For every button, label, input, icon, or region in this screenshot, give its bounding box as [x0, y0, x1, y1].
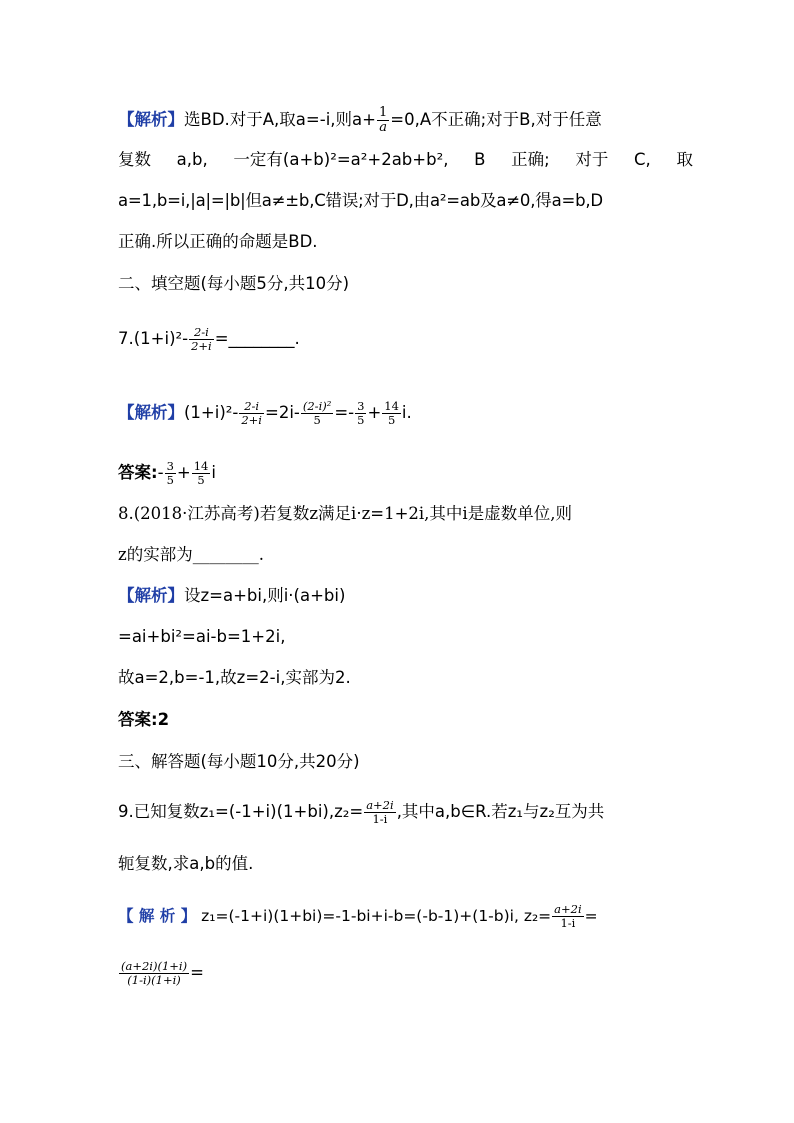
fraction: $\frac{3}{5}$	[357, 399, 365, 427]
section-heading-2: 二、填空题(每小题5分,共10分)	[118, 274, 350, 293]
q9-question-line-1: 9.已知复数z₁=(-1+i)(1+bi),z₂= $\frac{a+2i}{1-i}$ ,其中a,b∈R.若z₁与z₂互为共	[118, 798, 605, 826]
fraction: $\frac{a+2i}{1-i}$	[366, 798, 394, 826]
fraction: $\frac{(a+2i)(1+i)}{(1-i)(1+i)}$	[121, 959, 188, 987]
fraction: $\frac{1}{a}$	[378, 105, 388, 135]
q7-answer: 答案:- $\frac{3}{5}$ + $\frac{14}{5}$ i	[118, 459, 216, 487]
q8-question-line-2: z的实部为________.	[118, 545, 264, 564]
q8-solution-line-1: 【解析】设z=a+bi,则i·(a+bi)	[118, 586, 346, 605]
fraction: $\frac{3}{5}$	[166, 459, 174, 487]
q9-solution-line-1: 【 解 析 】 z₁=(-1+i)(1+bi)=-1-bi+i-b=(-b-1)+(1-b)i, z₂= $\frac{a+2i}{1-i}$ =	[118, 902, 598, 930]
q9-solution-line-2: $\frac{(a+2i)(1+i)}{(1-i)(1+i)}$ =	[121, 959, 204, 987]
analysis-tag: 【解析】	[118, 110, 184, 129]
q6-line-1: 【解析】选BD.对于A,取a=-i,则a+ $\frac{1}{a}$ =0,A不正确;对于B,对于任意	[118, 105, 602, 135]
q6-line-4: 正确.所以正确的命题是BD.	[118, 232, 318, 251]
q7-solution: 【解析】(1+i)²- $\frac{2-i}{2+i}$ =2i- $\frac{\text{(2-i)²}}{5}$ =- $\frac{3}{5}$ + $\frac{14}{5}$ i.	[118, 399, 412, 427]
analysis-tag: 【解析】	[118, 586, 184, 605]
q6-line-2: 复数 a,b, 一定有(a+b)²=a²+2ab+b², B 正确; 对于 C, 取	[118, 150, 693, 169]
q6-line-3: a=1,b=i,|a|=|b|但a≠±b,C错误;对于D,由a²=ab及a≠0,得a=b,D	[118, 191, 603, 210]
analysis-tag: 【 解 析 】	[118, 907, 197, 925]
q7-question: 7.(1+i)²- $\frac{2-i}{2+i}$ =________.	[118, 325, 300, 353]
q8-solution-line-3: 故a=2,b=-1,故z=2-i,实部为2.	[118, 668, 351, 687]
q8-answer: 答案:2	[118, 710, 170, 729]
fraction: $\frac{2-i}{2+i}$	[241, 399, 262, 427]
fraction: $\frac{14}{5}$	[193, 459, 209, 487]
section-heading-3: 三、解答题(每小题10分,共20分)	[118, 752, 360, 771]
q9-question-line-2: 轭复数,求a,b的值.	[118, 854, 254, 873]
q8-question-line-1: 8.(2018·江苏高考)若复数z满足i·z=1+2i,其中i是虚数单位,则	[118, 504, 572, 523]
fraction: $\frac{\text{(2-i)²}}{5}$	[302, 399, 332, 427]
q8-solution-line-2: =ai+bi²=ai-b=1+2i,	[118, 627, 286, 646]
fraction: $\frac{14}{5}$	[384, 399, 399, 427]
fraction: $\frac{a+2i}{1-i}$	[554, 902, 582, 930]
fraction: $\frac{2-i}{2+i}$	[191, 325, 212, 353]
analysis-tag: 【解析】	[118, 403, 184, 422]
